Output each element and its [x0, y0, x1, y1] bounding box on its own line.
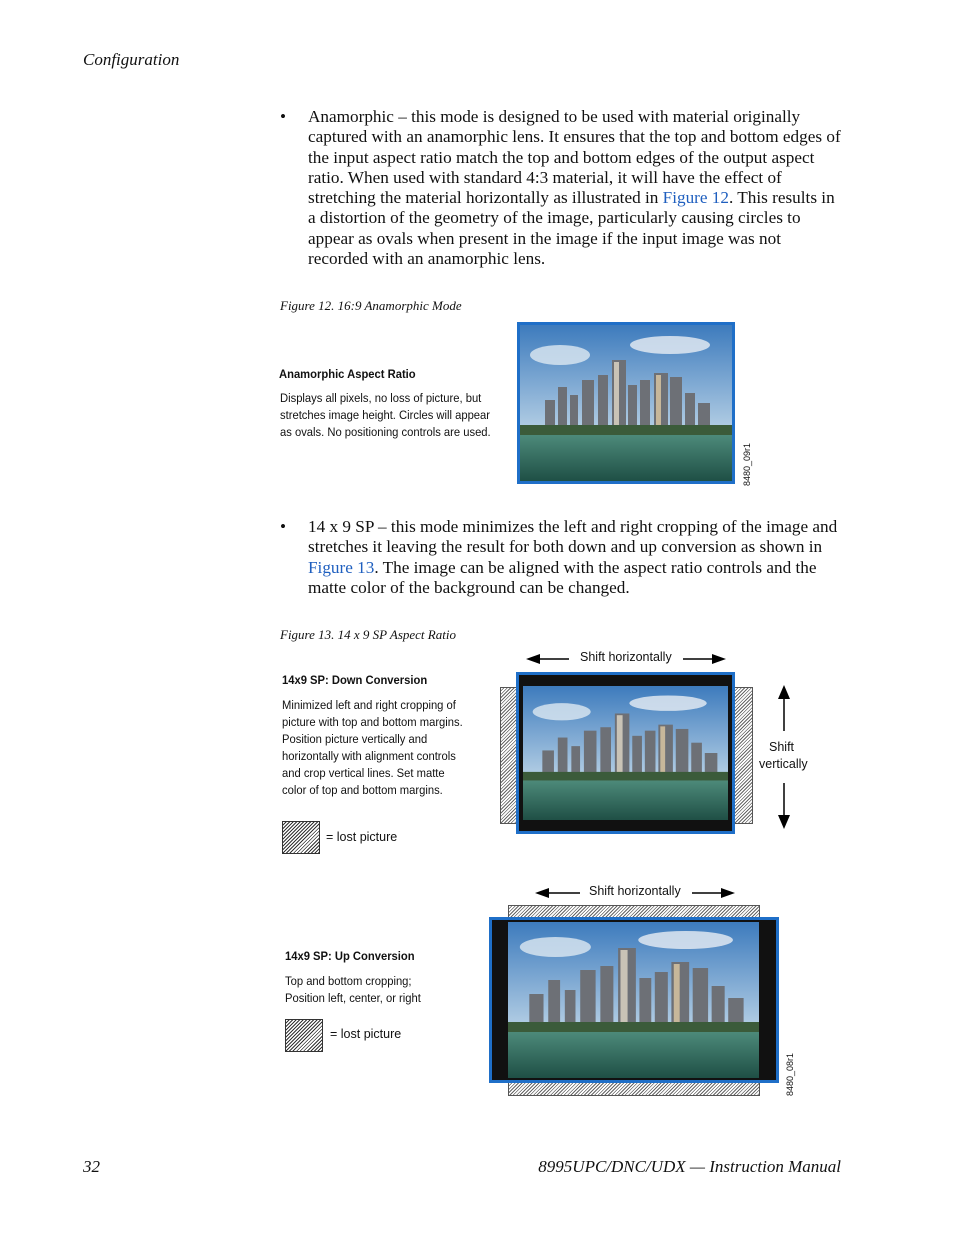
figure-13-link[interactable]: Figure 13	[308, 557, 375, 577]
manual-title: 8995UPC/DNC/UDX — Instruction Manual	[538, 1157, 841, 1176]
up-conversion-description: Top and bottom cropping; Position left, center, or right	[285, 974, 421, 1005]
down-conversion-picture	[523, 686, 728, 820]
figure-12-ref-code: 8480_09r1	[742, 442, 752, 486]
bullet-14x9	[280, 517, 842, 598]
city-skyline-image	[523, 686, 728, 820]
anamorphic-photo	[517, 322, 735, 484]
down-conversion-frame	[516, 672, 735, 834]
shift-horizontal-label: Shift horizontally	[580, 650, 672, 664]
arrow-up-icon	[776, 685, 792, 731]
bullet-text-part: . This results in a distortion of the geometry of the image, particularly causing circles to appear as ovals when present in the image if the input image was not recorded with an anamorphic lens.	[308, 188, 835, 269]
lost-picture-bottom	[508, 1082, 760, 1096]
lost-picture-swatch	[282, 821, 320, 854]
city-skyline-image	[508, 922, 759, 1078]
city-skyline-image	[520, 325, 732, 481]
up-conversion-title: 14x9 SP: Up Conversion	[285, 949, 415, 963]
up-conversion-picture	[508, 922, 759, 1078]
up-conversion-frame	[489, 917, 779, 1083]
figure-12-caption: Figure 12. 16:9 Anamorphic Mode	[280, 298, 462, 313]
figure-13-ref-code: 8480_08r1	[785, 1052, 795, 1096]
figure-12-title: Anamorphic Aspect Ratio	[279, 367, 416, 381]
running-header: Configuration	[83, 50, 180, 69]
down-conversion-description: Minimized left and right cropping of picture with top and bottom margins. Position picture vertically and horizontally with alignment controls and crop vertical lines. Set matte color of top and bottom margins.	[282, 698, 463, 797]
figure-13-caption: Figure 13. 14 x 9 SP Aspect Ratio	[280, 627, 456, 642]
lost-picture-legend: = lost picture	[330, 1027, 402, 1041]
shift-vertical-label-1: Shift	[769, 740, 795, 754]
shift-horizontal-label: Shift horizontally	[589, 884, 681, 898]
bullet-marker: •	[280, 107, 287, 126]
lost-picture-swatch	[285, 1019, 323, 1052]
figure-12-link[interactable]: Figure 12	[662, 188, 729, 208]
bullet-text	[308, 107, 842, 269]
bullet-anamorphic	[280, 107, 842, 269]
lost-picture-right	[734, 687, 753, 824]
down-conversion-title: 14x9 SP: Down Conversion	[282, 673, 428, 687]
page-number: 32	[83, 1157, 100, 1176]
shift-vertical-label-2: vertically	[759, 757, 808, 771]
shift-horizontal-indicator	[526, 650, 726, 668]
bullet-text-part: . The image can be aligned with the aspect ratio controls and the matte color of the background can be changed.	[308, 557, 817, 597]
bullet-marker: •	[280, 517, 287, 536]
shift-horizontal-indicator	[535, 884, 735, 902]
bullet-text-part: 14 x 9 SP – this mode minimizes the left and right cropping of the image and stretches it leaving the result for both down and up conversion as shown in	[308, 517, 838, 557]
figure-12-description: Displays all pixels, no loss of picture, but stretches image height. Circles will appear as ovals. No positioning controls are used.	[280, 391, 491, 439]
bullet-text-part: Anamorphic – this mode is designed to be used with material originally captured with an anamorphic lens. It ensures that the top and bottom edges of the input aspect ratio match the top and bottom edges of the output aspect ratio. When used with standard 4:3 material, it will have the effect of stretching the material horizontally as illustrated in	[308, 107, 841, 208]
bullet-text	[308, 517, 842, 598]
lost-picture-legend: = lost picture	[326, 830, 398, 844]
arrow-down-icon	[776, 783, 792, 829]
